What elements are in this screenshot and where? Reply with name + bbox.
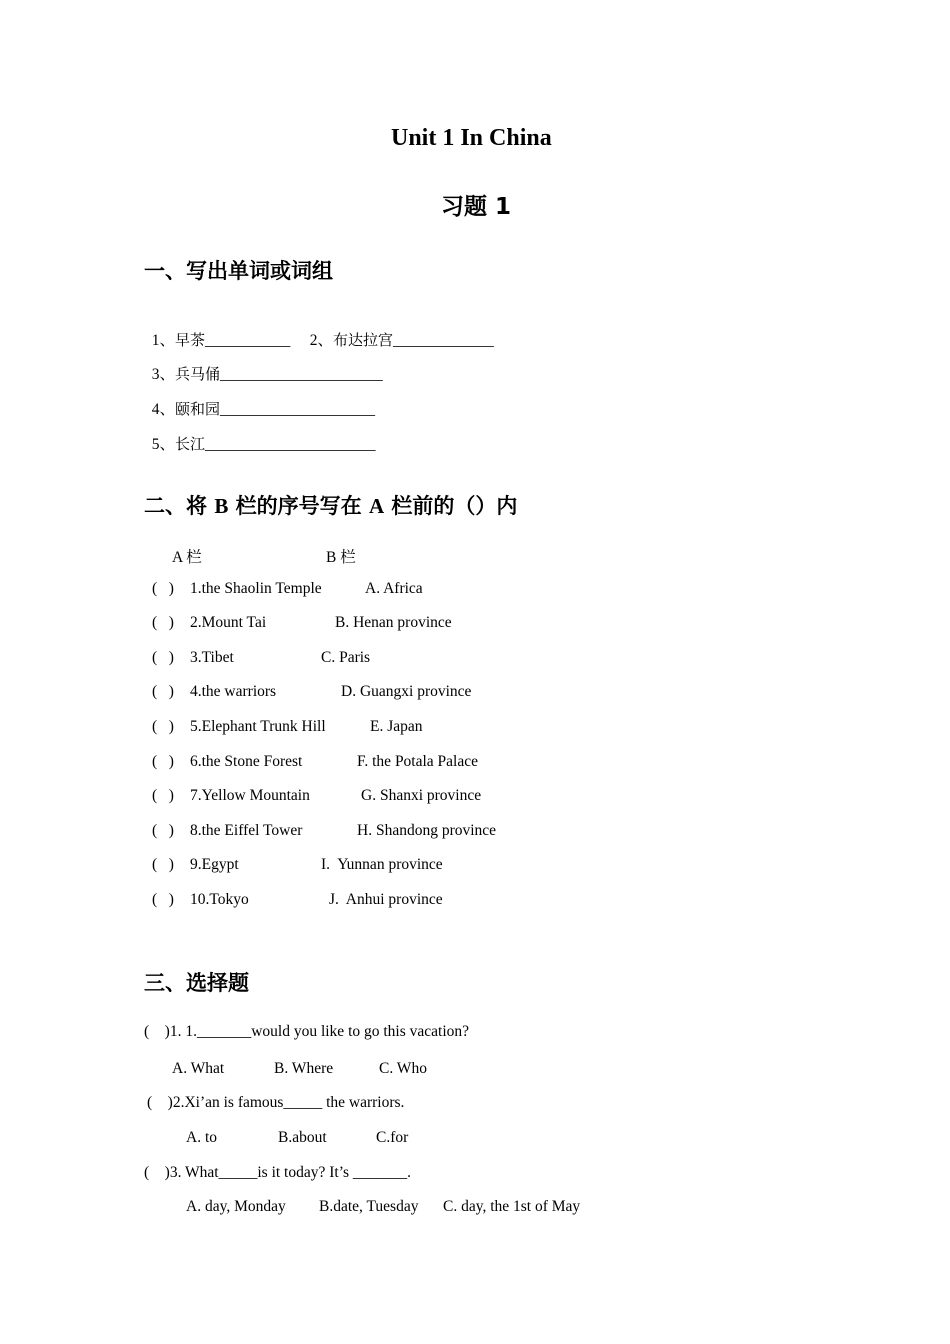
heading-part: 栏的序号写在: [228, 494, 369, 518]
s1-item-4: [144, 379, 375, 419]
match-item-a: 5.Elephant Trunk Hill: [190, 718, 326, 735]
match-item-a: 1.the Shaolin Temple: [190, 580, 322, 597]
page-title: Unit 1 In China: [391, 125, 552, 151]
item-number: 3、: [151, 366, 176, 383]
option-a[interactable]: A. What: [172, 1060, 225, 1077]
answer-blank[interactable]: _____________: [393, 332, 494, 349]
item-prompt: 兵马俑: [175, 365, 221, 383]
item-number: 1、: [151, 332, 176, 349]
option-b[interactable]: B.date, Tuesday: [319, 1198, 419, 1215]
column-b-header: B 栏: [326, 549, 356, 566]
answer-paren[interactable]: ( ): [152, 649, 174, 666]
page-subtitle: 习题 1: [441, 194, 512, 220]
match-item-b: B. Henan province: [335, 614, 452, 631]
match-item-b: I. Yunnan province: [321, 856, 443, 873]
answer-paren[interactable]: ( ): [152, 580, 174, 597]
match-item-a: 4.the warriors: [190, 683, 277, 700]
match-item-b: G. Shanxi province: [361, 787, 482, 804]
match-item-a: 7.Yellow Mountain: [190, 787, 310, 804]
option-b[interactable]: B.about: [278, 1129, 327, 1146]
section1-heading: 一、写出单词或词组: [144, 259, 333, 283]
question-stem: ( )3. What_____is it today? It’s _______.: [144, 1164, 412, 1181]
match-item-a: 8.the Eiffel Tower: [190, 822, 303, 839]
option-a[interactable]: A. day, Monday: [186, 1198, 286, 1215]
section2-heading: [144, 490, 517, 520]
item-number: 4、: [151, 401, 176, 418]
answer-paren[interactable]: ( ): [152, 718, 174, 735]
answer-paren[interactable]: ( ): [152, 787, 174, 804]
match-item-a: 9.Egypt: [190, 856, 239, 873]
s1-item-5: [144, 414, 376, 454]
question-stem: ( )2.Xi’an is famous_____ the warriors.: [147, 1094, 405, 1111]
item-prompt: 早茶: [175, 331, 206, 349]
match-item-b: C. Paris: [321, 649, 371, 666]
match-item-a: 10.Tokyo: [190, 891, 249, 908]
item-prompt: 长江: [175, 435, 206, 453]
item-prompt: 布达拉宫: [333, 331, 394, 349]
column-a-header: A 栏: [172, 549, 202, 566]
option-a[interactable]: A. to: [186, 1129, 217, 1146]
item-number: 5、: [151, 436, 176, 453]
heading-part: 二、将: [144, 494, 215, 518]
question-stem: ( )1. 1._______would you like to go this vacation?: [144, 1023, 470, 1040]
item-number: 2、: [309, 332, 334, 349]
section3-heading: 三、选择题: [144, 971, 249, 995]
option-b[interactable]: B. Where: [274, 1060, 334, 1077]
s1-item-3: [144, 344, 383, 384]
match-item-b: A. Africa: [365, 580, 423, 597]
match-item-b: D. Guangxi province: [341, 683, 472, 700]
match-item-a: 2.Mount Tai: [190, 614, 267, 631]
answer-paren[interactable]: ( ): [152, 614, 174, 631]
option-c[interactable]: C.for: [376, 1129, 409, 1146]
heading-part: 栏前的（）内: [384, 494, 518, 518]
answer-paren[interactable]: ( ): [152, 683, 174, 700]
option-c[interactable]: C. Who: [379, 1060, 427, 1077]
match-item-a: 3.Tibet: [190, 649, 234, 666]
option-c[interactable]: C. day, the 1st of May: [443, 1198, 581, 1215]
answer-blank[interactable]: ______________________: [205, 436, 376, 453]
match-item-a: 6.the Stone Forest: [190, 753, 303, 770]
heading-part: B: [214, 494, 229, 518]
match-item-b: J. Anhui province: [329, 891, 443, 908]
answer-paren[interactable]: ( ): [152, 856, 174, 873]
heading-part: A: [368, 494, 385, 518]
answer-paren[interactable]: ( ): [152, 891, 174, 908]
answer-paren[interactable]: ( ): [152, 822, 174, 839]
answer-blank[interactable]: _____________________: [220, 366, 383, 383]
match-item-b: E. Japan: [370, 718, 423, 735]
match-item-b: F. the Potala Palace: [357, 753, 479, 770]
item-prompt: 颐和园: [175, 400, 221, 418]
answer-paren[interactable]: ( ): [152, 753, 174, 770]
match-item-b: H. Shandong province: [357, 822, 497, 839]
answer-blank[interactable]: ___________: [205, 332, 291, 349]
answer-blank[interactable]: ____________________: [220, 401, 376, 418]
